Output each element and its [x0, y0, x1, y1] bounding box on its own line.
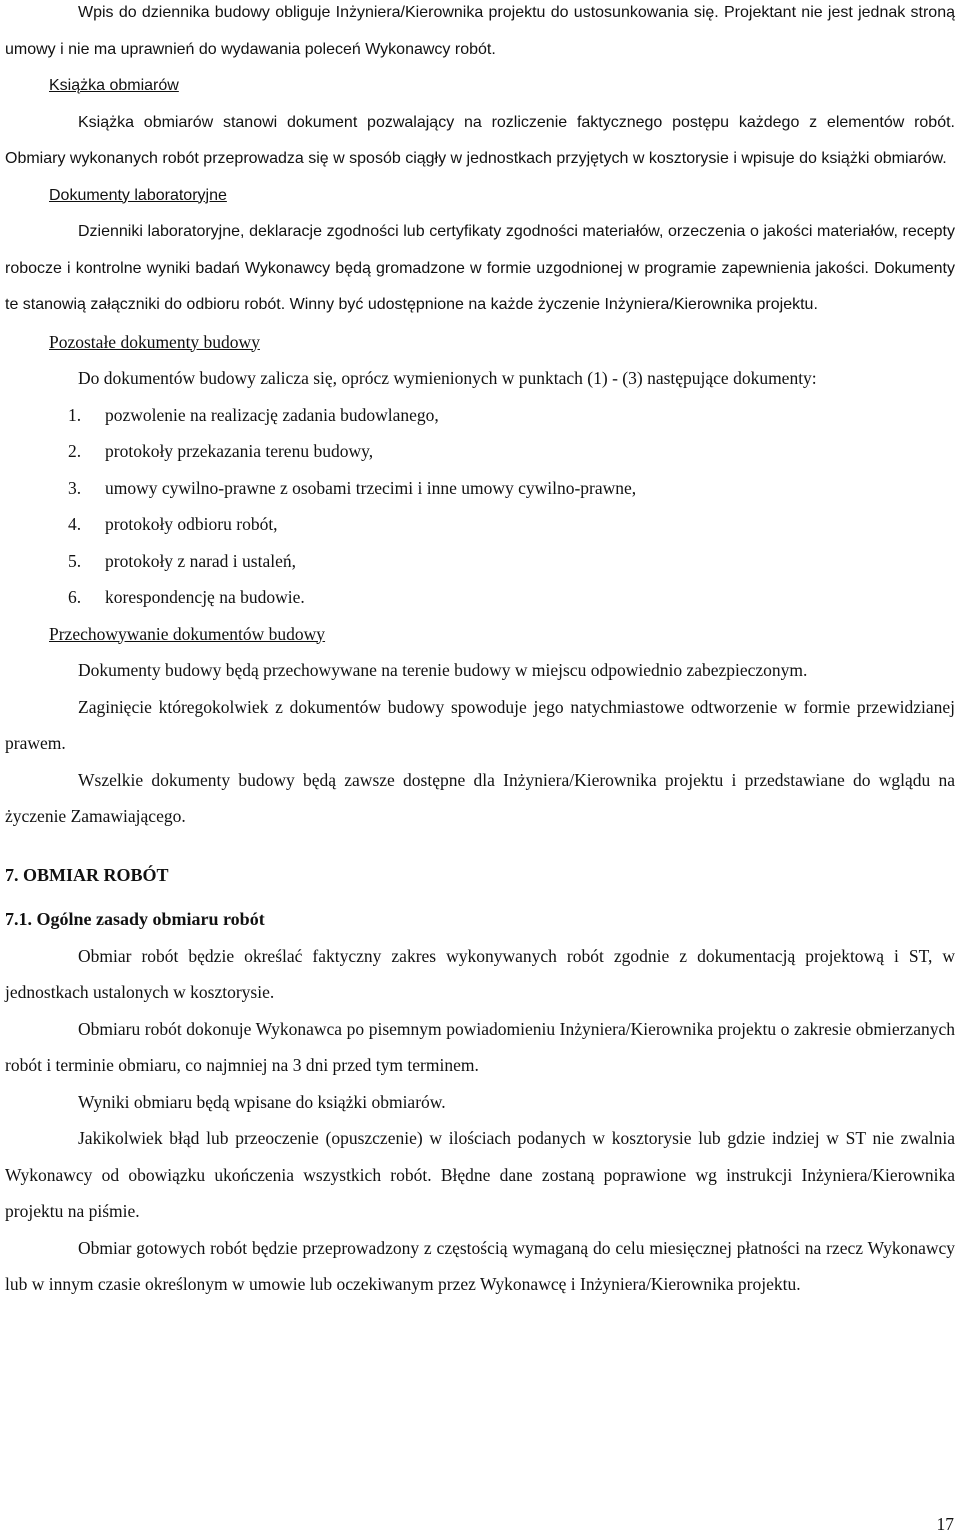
paragraph-obmiar-5: Obmiar gotowych robót będzie przeprowadzony z częstością wymaganą do celu miesięcznej płatności na rzecz Wykonawcy lub w innym czasie określonym w umowie lub oczekiwanym przez Wykonawcę i Inżyniera/Kierownika projektu.	[5, 1237, 955, 1294]
section-title-obmiar-robot: 7. OBMIAR ROBÓT	[5, 864, 169, 885]
list-item	[68, 579, 955, 616]
list-item-text: protokoły z narad i ustaleń,	[105, 550, 296, 571]
subheading-pozostale-dokumenty: Pozostałe dokumenty budowy	[49, 331, 260, 352]
page-number: 17	[936, 1514, 954, 1534]
list-item-number: 3.	[68, 477, 82, 498]
list-item-number: 6.	[68, 587, 82, 607]
list-item-text: korespondencję na budowie.	[105, 587, 305, 607]
list-item-number: 1.	[68, 404, 82, 425]
spacer	[5, 893, 955, 901]
list-item	[68, 470, 955, 507]
list-item	[68, 506, 955, 543]
list-item-text: protokoły odbioru robót,	[105, 514, 278, 534]
list-item-text: umowy cywilno-prawne z osobami trzecimi i inne umowy cywilno-prawne,	[105, 477, 637, 498]
continuation-paragraph: Wpis do dziennika budowy obliguje Inżyniera/Kierownika projektu do ustosunkowania się. Projektant nie jest jednak stroną umowy i nie ma uprawnień do wydawania poleceń Wykonawcy robót.	[5, 4, 955, 58]
subsection-title-ogolne-zasady: 7.1. Ogólne zasady obmiaru robót	[5, 909, 265, 929]
paragraph-obmiar-2: Obmiaru robót dokonuje Wykonawca po pisemnym powiadomieniu Inżyniera/Kierownika projektu o zakresie obmierzanych robót i terminie obmiaru, co najmniej na 3 dni przed tym terminem.	[5, 1018, 955, 1075]
list-item	[68, 543, 955, 580]
paragraph-obmiar-4: Jakikolwiek błąd lub przeoczenie (opuszczenie) w ilościach podanych w kosztorysie lub gdzie indziej w ST nie zwalnia Wykonawcy od obowiązku ukończenia wszystkich robót. Błędne dane zostaną poprawione wg instrukcji Inżyniera/Kierownika projektu na piśmie.	[5, 1128, 955, 1221]
paragraph-obmiar-3: Wyniki obmiaru będą wpisane do książki obmiarów.	[78, 1091, 446, 1112]
paragraph-przechowywanie-2: Zaginięcie któregokolwiek z dokumentów budowy spowoduje jego natychmiastowe odtworzenie w formie przewidzianej prawem.	[5, 696, 955, 753]
subheading-dokumenty-laboratoryjne: Dokumenty laboratoryjne	[49, 186, 227, 204]
list-item-number: 4.	[68, 514, 82, 534]
list-item	[68, 433, 955, 470]
paragraph-przechowywanie-1: Dokumenty budowy będą przechowywane na terenie budowy w miejscu odpowiednio zabezpieczonym.	[78, 660, 808, 680]
subheading-przechowywanie: Przechowywanie dokumentów budowy	[49, 623, 326, 644]
document-body	[5, 0, 955, 1303]
list-item-number: 5.	[68, 550, 82, 571]
paragraph-przechowywanie-3: Wszelkie dokumenty budowy będą zawsze dostępne dla Inżyniera/Kierownika projektu i przedstawiane do wglądu na życzenie Zamawiającego.	[5, 769, 955, 826]
paragraph-ksiazka-obmiarow: Książka obmiarów stanowi dokument pozwalający na rozliczenie faktycznego postępu każdego z elementów robót. Obmiary wykonanych robót przeprowadza się w sposób ciągły w jednostkach przyjętych w kosztorysie i wpisuje do książki obmiarów.	[5, 113, 955, 167]
paragraph-obmiar-1: Obmiar robót będzie określać faktyczny zakres wykonywanych robót zgodnie z dokumentacją projektową i ST, w jednostkach ustalonych w kosztorysie.	[5, 945, 955, 1002]
spacer	[5, 835, 955, 857]
list-item	[68, 397, 955, 434]
paragraph-dokumenty-laboratoryjne: Dzienniki laboratoryjne, deklaracje zgodności lub certyfikaty zgodności materiałów, orzeczenia o jakości materiałów, recepty robocze i kontrolne wyniki badań Wykonawcy będą gromadzone w formie uzgodnionej w programie zapewnienia jakości. Dokumenty te stanowią załączniki do odbioru robót. Winny być udostępnione na każde życzenie Inżyniera/Kierownika projektu.	[5, 223, 955, 313]
documents-list	[5, 397, 955, 616]
list-item-text: pozwolenie na realizację zadania budowlanego,	[105, 404, 439, 425]
list-item-text: protokoły przekazania terenu budowy,	[105, 441, 374, 461]
list-item-number: 2.	[68, 441, 82, 461]
subheading-ksiazka-obmiarow: Książka obmiarów	[49, 77, 179, 94]
paragraph-pozostale-intro: Do dokumentów budowy zalicza się, oprócz wymienionych w punktach (1) - (3) następujące dokumenty:	[78, 368, 817, 388]
